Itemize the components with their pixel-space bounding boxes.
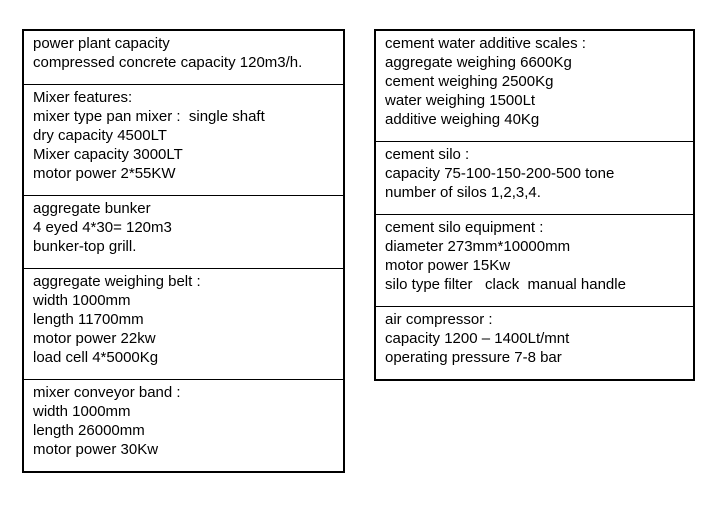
spec-line: width 1000mm: [33, 403, 131, 420]
spec-line: 4 eyed 4*30= 120m3: [33, 219, 172, 236]
spec-line: Mixer capacity 3000LT: [33, 146, 183, 163]
spec-line: aggregate bunker: [33, 200, 151, 217]
spec-line: water weighing 1500Lt: [385, 92, 536, 109]
section-cement-silo-equipment: [376, 214, 693, 306]
spec-line: mixer type pan mixer : single shaft: [33, 108, 265, 125]
spec-line: motor power 22kw: [33, 330, 156, 347]
spec-line: cement silo :: [385, 146, 470, 163]
spec-line: operating pressure 7-8 bar: [385, 349, 562, 366]
spec-line: capacity 75-100-150-200-500 tone: [385, 165, 615, 182]
spec-line: power plant capacity: [33, 35, 170, 52]
spec-line: motor power 2*55KW: [33, 165, 176, 182]
spec-line: bunker-top grill.: [33, 238, 137, 255]
section-mixer-features: [24, 84, 343, 195]
left-spec-table: [22, 29, 345, 473]
spec-line: motor power 15Kw: [385, 257, 511, 274]
section-mixer-conveyor-band: [24, 379, 343, 471]
spec-line: aggregate weighing 6600Kg: [385, 54, 572, 71]
spec-line: Mixer features:: [33, 89, 133, 106]
spec-line: air compressor :: [385, 311, 493, 328]
spec-line: cement water additive scales :: [385, 35, 586, 52]
spec-line: cement weighing 2500Kg: [385, 73, 554, 90]
section-cement-water-additive-scales: [376, 31, 693, 141]
spec-line: capacity 1200 – 1400Lt/mnt: [385, 330, 570, 347]
spec-line: additive weighing 40Kg: [385, 111, 540, 128]
spec-line: compressed concrete capacity 120m3/h.: [33, 54, 303, 71]
section-cement-silo: [376, 141, 693, 214]
spec-line: mixer conveyor band :: [33, 384, 181, 401]
spec-line: length 11700mm: [33, 311, 144, 328]
spec-line: silo type filter clack manual handle: [385, 276, 626, 293]
spec-line: aggregate weighing belt :: [33, 273, 201, 290]
section-air-compressor: [376, 306, 693, 379]
section-aggregate-bunker: [24, 195, 343, 268]
spec-line: width 1000mm: [33, 292, 131, 309]
section-aggregate-weighing-belt: [24, 268, 343, 379]
section-power-plant-capacity: [24, 31, 343, 84]
spec-line: length 26000mm: [33, 422, 145, 439]
spec-line: cement silo equipment :: [385, 219, 544, 236]
spec-line: motor power 30Kw: [33, 441, 159, 458]
spec-line: diameter 273mm*10000mm: [385, 238, 571, 255]
right-spec-table: [374, 29, 695, 381]
spec-line: number of silos 1,2,3,4.: [385, 184, 541, 201]
spec-line: dry capacity 4500LT: [33, 127, 167, 144]
spec-line: load cell 4*5000Kg: [33, 349, 159, 366]
